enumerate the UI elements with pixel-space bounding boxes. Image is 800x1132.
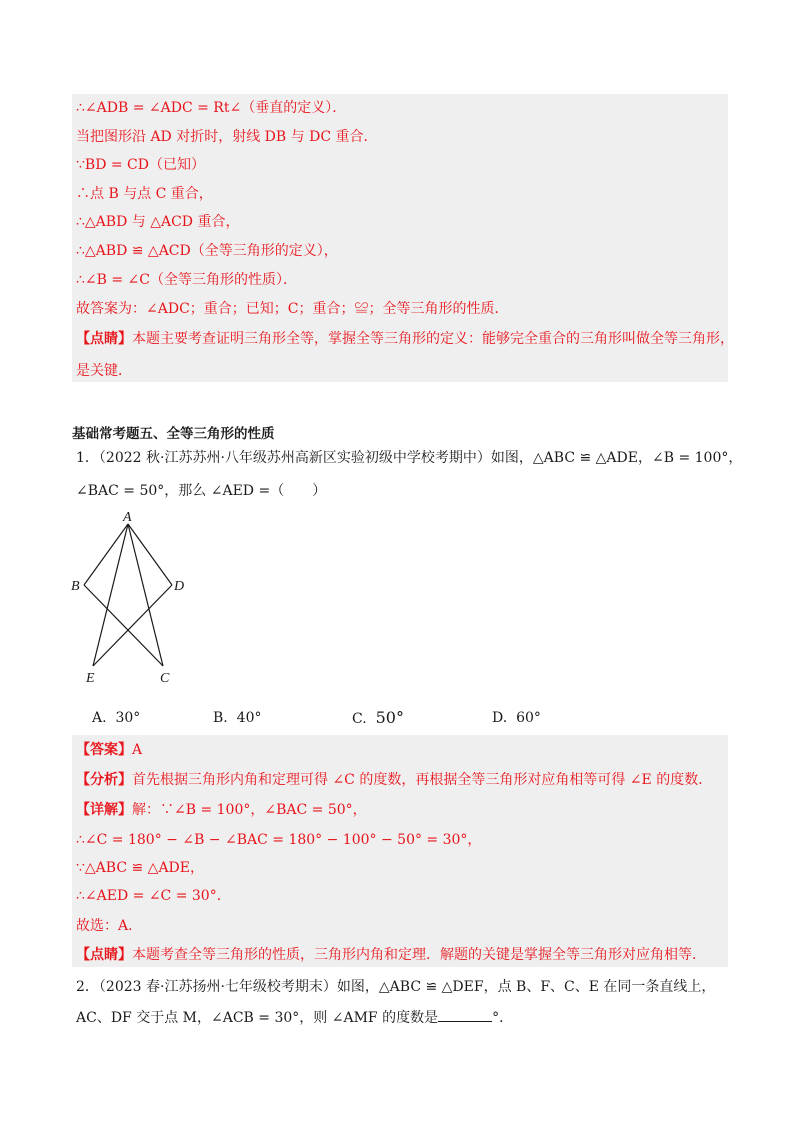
q1-choose: 故选：A． [76, 918, 143, 934]
q1-figure [66, 508, 196, 688]
answer-blank[interactable] [438, 1008, 492, 1022]
label-e: E [86, 671, 95, 686]
solution-line-1: ∴∠ADB = ∠ADC = Rt∠（垂直的定义）． [76, 100, 347, 116]
remark-text: 本题考查全等三角形的性质，三角形内角和定理．解题的关键是掌握全等三角形对应角相等． [132, 947, 706, 963]
q1-detail-1 [76, 800, 367, 820]
option-key: B. [213, 710, 228, 726]
q1-stem-line-1 [76, 448, 742, 468]
q2-stem-line-2 [76, 1008, 513, 1028]
segment-ae [93, 524, 128, 666]
detail-tag: 【详解】 [76, 802, 132, 818]
q1-answer [76, 740, 142, 760]
solution-line-6: ∴△ABD ≌ △ACD（全等三角形的定义）， [76, 243, 338, 259]
solution-answer: 故答案为：∠ADC；重合；已知；C；重合；≌；全等三角形的性质． [76, 301, 509, 317]
q1-remark [76, 945, 706, 965]
analysis-text: 首先根据三角形内角和定理可得 ∠C 的度数，再根据全等三角形对应角相等可得 ∠E 的度数． [132, 772, 713, 788]
q1-stem-line-2: ∠BAC = 50°，那么 ∠AED =（ ） [76, 483, 327, 499]
q2-stem-pre: AC、DF 交于点 M，∠ACB = 30°，则 ∠AMF 的度数是 [76, 1010, 439, 1026]
option-value: 60° [516, 710, 541, 726]
option-key: D. [492, 710, 508, 726]
option-value: 40° [236, 710, 262, 726]
section-heading: 基础常考题五、全等三角形的性质 [72, 426, 275, 442]
q1-stem-text: （2022 秋·江苏苏州·八年级苏州高新区实验初级中学校考期中）如图，△ABC ≌ △ADE，∠B = 100°， [98, 450, 743, 466]
q1-option-c[interactable] [352, 708, 404, 729]
q2-number: 2． [76, 979, 99, 995]
q1-detail-2: ∴∠C = 180° − ∠B − ∠BAC = 180° − 100° − 50° = 30°， [76, 832, 482, 848]
q2-stem-post: °． [492, 1010, 514, 1026]
label-b: B [71, 579, 80, 594]
solution-remark [76, 329, 734, 349]
q1-detail-4: ∴∠AED = ∠C = 30°． [76, 888, 231, 904]
solution-remark-cont: 是关键． [76, 363, 132, 379]
analysis-tag: 【分析】 [76, 772, 132, 788]
solution-line-7: ∴∠B = ∠C（全等三角形的性质）． [76, 272, 297, 288]
option-value: 30° [115, 710, 141, 726]
solution-line-5: ∴△ABD 与 △ACD 重合， [76, 214, 240, 230]
segment-ad [128, 524, 172, 585]
answer-tag: 【答案】 [76, 742, 132, 758]
q1-option-b[interactable] [213, 708, 261, 728]
option-key: C. [352, 711, 367, 727]
q2-stem-text: （2023 春·江苏扬州·七年级校考期末）如图，△ABC ≌ △DEF，点 B、F、C、E 在同一条直线上， [98, 979, 716, 995]
segment-ab [84, 524, 128, 585]
remark-tag: 【点睛】 [76, 331, 132, 347]
q1-option-a[interactable] [92, 708, 140, 728]
remark-tag: 【点睛】 [76, 947, 132, 963]
detail-text: 解：∵∠B = 100°，∠BAC = 50°， [132, 802, 367, 818]
label-c: C [160, 671, 170, 686]
solution-line-4: ∴点 B 与点 C 重合， [76, 186, 213, 202]
q2-stem-line-1 [76, 977, 715, 997]
q1-option-d[interactable] [492, 708, 541, 728]
remark-text: 本题主要考查证明三角形全等，掌握全等三角形的定义：能够完全重合的三角形叫做全等三角形， [132, 331, 734, 347]
solution-line-2: 当把图形沿 AD 对折时，射线 DB 与 DC 重合． [76, 129, 378, 145]
solution-line-3: ∵BD = CD（已知） [76, 157, 205, 173]
q1-detail-3: ∵△ABC ≌ △ADE， [76, 860, 204, 876]
option-key: A. [92, 710, 107, 726]
segment-ac [128, 524, 163, 666]
label-a: A [123, 510, 132, 525]
option-value: 50° [375, 708, 404, 727]
answer-value: A [132, 742, 143, 758]
q1-number: 1． [76, 450, 99, 466]
label-d: D [174, 579, 185, 594]
q1-analysis [76, 770, 712, 790]
